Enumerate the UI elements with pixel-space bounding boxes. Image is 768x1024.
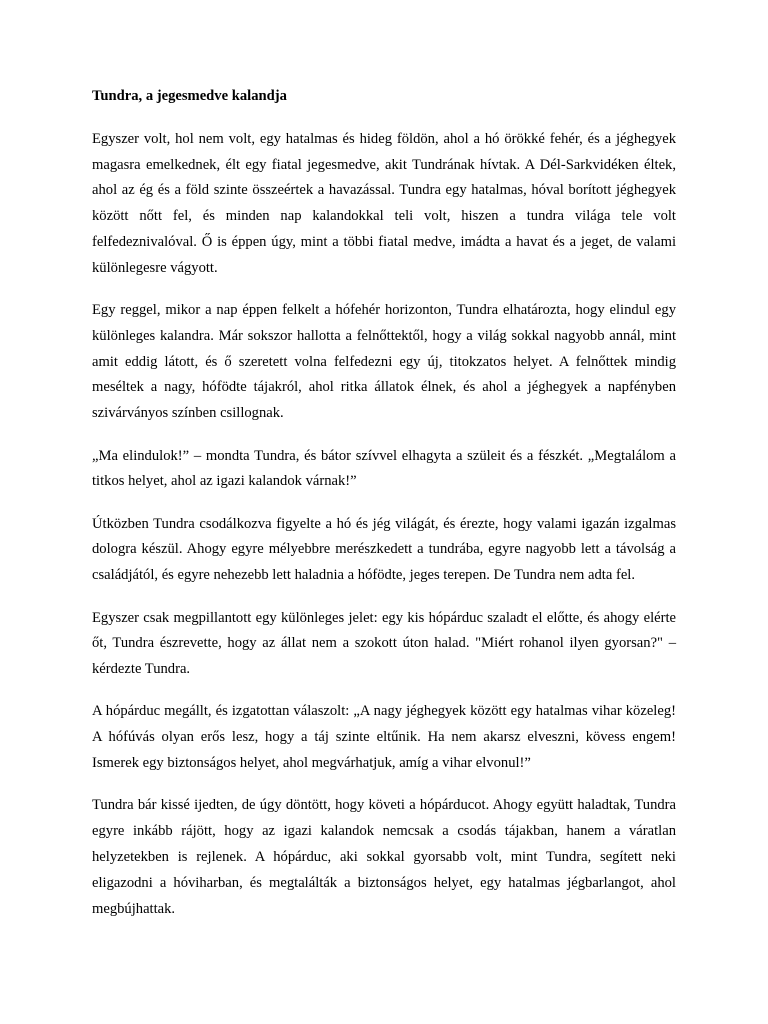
paragraph-2: Egy reggel, mikor a nap éppen felkelt a hófehér horizonton, Tundra elhatározta, hogy elindul egy különleges kalandra. Már sokszor hallotta a felnőttektől, hogy a világ sokkal nagyobb annál, mint amit eddig látott, és ő szeretett volna felfedezni egy új, titokzatos helyet. A felnőttek mindig meséltek a nagy, hófödte tájakról, ahol ritka állatok élnek, és ahol a jéghegyek a napfényben szivárványos színben csillognak.	[92, 302, 676, 422]
paragraph-1: Egyszer volt, hol nem volt, egy hatalmas és hideg földön, ahol a hó örökké fehér, és a jéghegyek magasra emelkednek, élt egy fiatal jegesmedve, akit Tundrának hívtak. A Dél-Sarkvidéken éltek, ahol az ég és a föld szinte összeértek a havazással. Tundra egy hatalmas, hóval borított jéghegyek között nőtt fel, és minden nap kalandokkal teli volt, hiszen a tundra világa tele volt felfedeznivalóval. Ő is éppen úgy, mint a többi fiatal medve, imádta a havat és a jeget, de valami különlegesre vágyott.	[92, 130, 676, 276]
paragraph-3: „Ma elindulok!” – mondta Tundra, és bátor szívvel elhagyta a szüleit és a fészkét. „Megtalálom a titkos helyet, ahol az igazi kalandok várnak!”	[92, 447, 676, 490]
paragraph-7: Tundra bár kissé ijedten, de úgy döntött, hogy követi a hópárducot. Ahogy együtt haladtak, Tundra egyre inkább rájött, hogy az igazi kalandok nemcsak a csodás tájakban, hanem a váratlan helyzetekben is rejlenek. A hópárduc, aki sokkal gyorsabb volt, mint Tundra, segített neki eligazodni a hóviharban, és megtalálták a biztonságos helyet, egy hatalmas jégbarlangot, ahol megbújhattak.	[92, 797, 676, 917]
document-title: Tundra, a jegesmedve kalandja	[92, 88, 287, 104]
paragraph-4: Útközben Tundra csodálkozva figyelte a hó és jég világát, és érezte, hogy valami igazán izgalmas dologra készül. Ahogy egyre mélyebbre merészkedett a tundrába, egyre nagyobb lett a távolság a családjától, és egyre nehezebb lett haladnia a hófödte, jeges terepen. De Tundra nem adta fel.	[92, 515, 676, 584]
paragraph-5: Egyszer csak megpillantott egy különleges jelet: egy kis hópárduc szaladt el előtte, és ahogy elérte őt, Tundra észrevette, hogy az állat nem a szokott úton halad. "Miért rohanol ilyen gyorsan?" – kérdezte Tundra.	[92, 609, 676, 678]
paragraph-6: A hópárduc megállt, és izgatottan válaszolt: „A nagy jéghegyek között egy hatalmas vihar közeleg! A hófúvás olyan erős lesz, hogy a táj szinte eltűnik. Ha nem akarsz elveszni, kövess engem! Ismerek egy biztonságos helyet, ahol megvárhatjuk, amíg a vihar elvonul!”	[92, 703, 676, 772]
document-page	[92, 84, 676, 939]
